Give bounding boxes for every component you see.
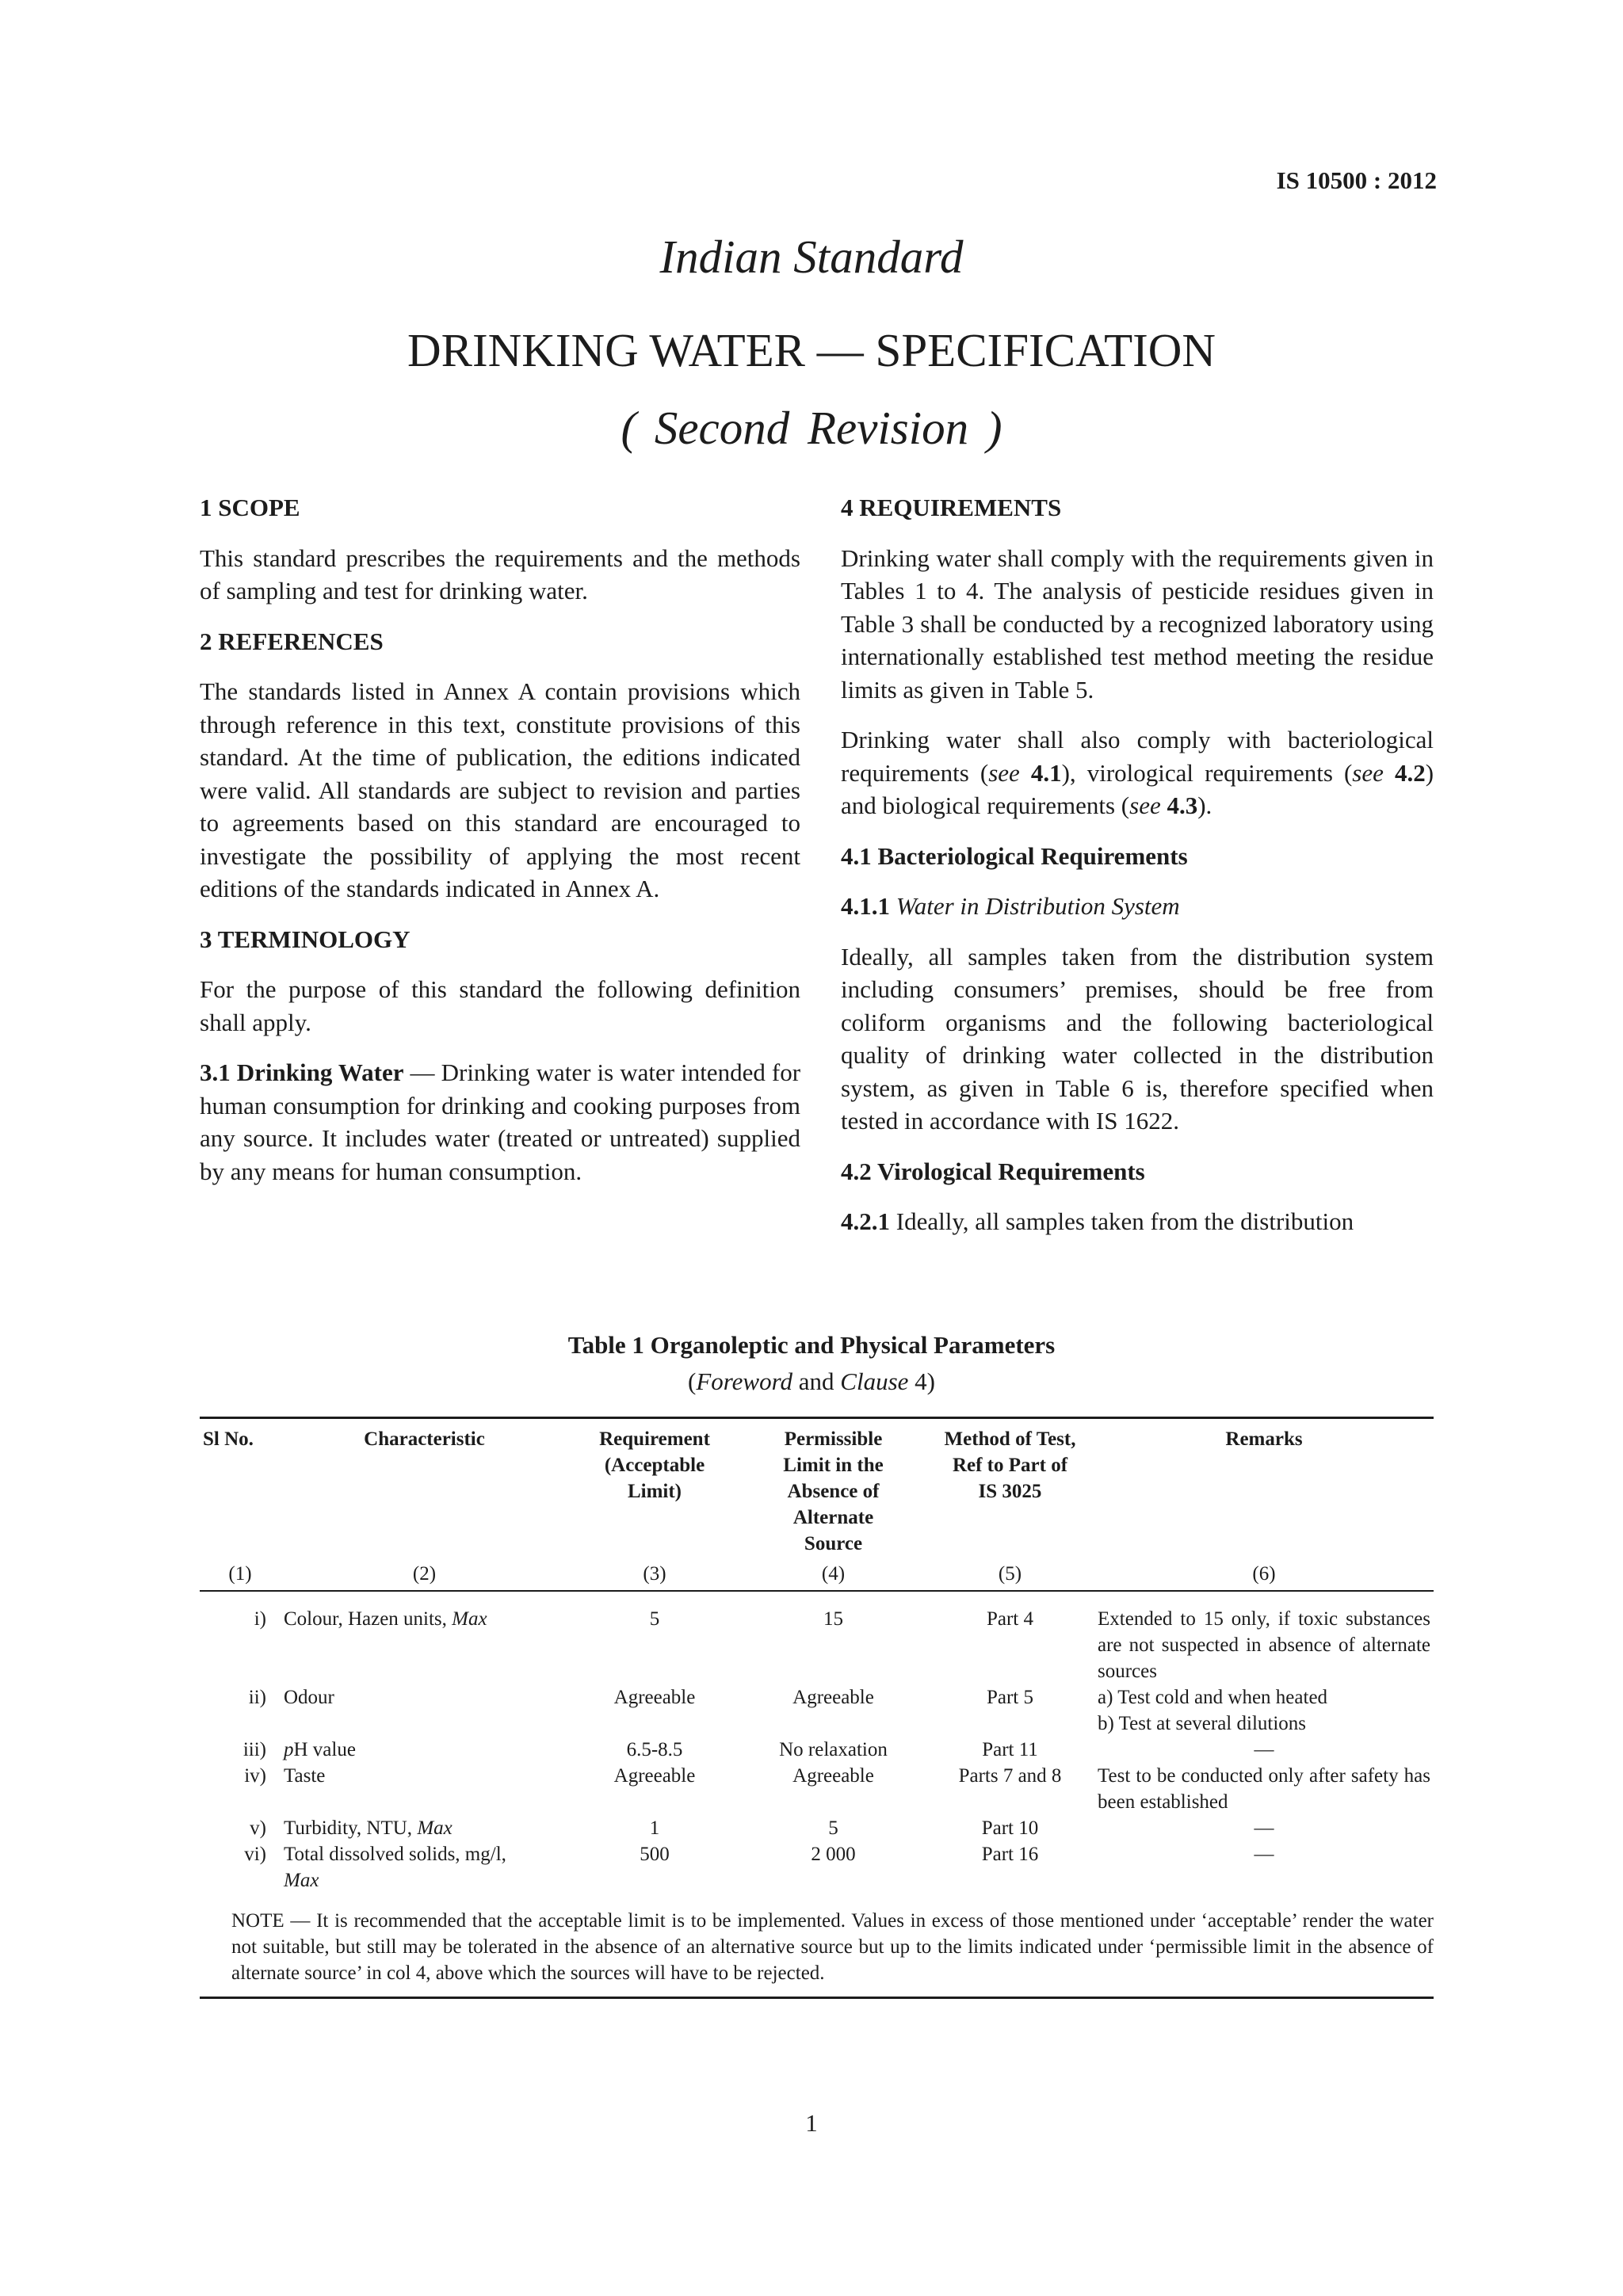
document-organisation: Indian Standard bbox=[659, 231, 964, 283]
table-row bbox=[200, 1684, 1434, 1737]
table-caption: Table 1 Organoleptic and Physical Parameters bbox=[567, 1331, 1056, 1359]
clause-ref: Clause bbox=[840, 1367, 909, 1395]
row-method: Parts 7 and 8 bbox=[958, 1765, 1062, 1787]
characteristic-text: Turbidity, NTU, bbox=[284, 1817, 418, 1839]
row-permissible: 15 bbox=[823, 1608, 843, 1630]
characteristic-text: H value bbox=[293, 1739, 356, 1760]
para2-part-c: ) and biological requirements ( bbox=[841, 758, 1434, 819]
table-row bbox=[200, 1815, 1434, 1841]
row-method: Part 5 bbox=[986, 1687, 1034, 1708]
row-remarks: Extended to 15 only, if toxic substances are not suspected in absence of alternate sources bbox=[1098, 1608, 1430, 1682]
subclause-text: Ideally, all samples taken from the distribution bbox=[896, 1207, 1354, 1235]
and-word: and bbox=[792, 1367, 841, 1395]
definition-text: Drinking water is water intended for human consumption for drinking and cooking purposes from any source. It includes water (treated or untreated) supplied by any means for human consumption. bbox=[200, 1058, 801, 1185]
row-remarks: — bbox=[1254, 1817, 1274, 1839]
header-method: Method of Test, Ref to Part of IS 3025 bbox=[944, 1428, 1076, 1502]
see-ref: see bbox=[1352, 758, 1384, 787]
requirements-heading: 4 REQUIREMENTS bbox=[841, 494, 1062, 521]
row-sl: vi) bbox=[244, 1844, 266, 1865]
row-characteristic bbox=[281, 1737, 568, 1763]
bacteriological-text: Ideally, all samples taken from the distribution system including consumers’ premises, should be free from coliform organisms and the following bacteriological quality of drinking water collected in the distribution system, as given in Table 6 is, therefore specified when tested in accordance with IS 1622. bbox=[841, 942, 1434, 1135]
row-sl: ii) bbox=[248, 1687, 266, 1708]
table-bottom-rule bbox=[200, 1997, 1434, 1999]
table-subcaption bbox=[0, 1367, 1623, 1396]
see-ref: see bbox=[1129, 791, 1161, 819]
characteristic-text: Total dissolved solids, mg/l, bbox=[284, 1844, 506, 1865]
row-permissible: No relaxation bbox=[779, 1739, 888, 1760]
row-permissible: Agreeable bbox=[792, 1765, 874, 1787]
definition-dash: — bbox=[403, 1058, 441, 1086]
subclause-number: 4.2.1 bbox=[841, 1207, 890, 1235]
row-remarks: — bbox=[1254, 1844, 1274, 1865]
foreword-ref: Foreword bbox=[696, 1367, 793, 1395]
table-row bbox=[200, 1737, 1434, 1763]
table-note: NOTE — It is recommended that the acceptable limit is to be implemented. Values in excess of those mentioned under ‘acceptable’ render the water not suitable, but still may be tolerated in the absence of an alternative source but up to the limits indicated under ‘permissible limit in the absence of alternate source’ in col 4, above which the sources will have to be rejected. bbox=[231, 1910, 1434, 1984]
definition-drinking-water bbox=[200, 1056, 800, 1188]
subclause-4-1-1 bbox=[841, 890, 1434, 923]
row-sl: iv) bbox=[244, 1765, 266, 1787]
subclause-4-2-1 bbox=[841, 1205, 1434, 1238]
document-revision: ( Second Revision ) bbox=[621, 402, 1002, 454]
row-permissible: 2 000 bbox=[811, 1844, 856, 1865]
table-row bbox=[200, 1763, 1434, 1815]
page-number: 1 bbox=[805, 2109, 818, 2137]
references-text: The standards listed in Annex A contain provisions which through reference in this text, constitute provisions of this standard. At the time of publication, the editions indicated were valid. All standards are subject to revision and parties to agreements based on this standard are encouraged to investigate the possibility of applying the most recent editions of the standards indicated in Annex A. bbox=[200, 677, 800, 902]
paren-open: ( bbox=[688, 1367, 697, 1395]
terminology-heading: 3 TERMINOLOGY bbox=[200, 925, 411, 953]
row-characteristic bbox=[281, 1815, 568, 1841]
row-characteristic: Odour bbox=[284, 1687, 334, 1708]
scope-text: This standard prescribes the requirements and the methods of sampling and test for drinking water. bbox=[200, 543, 800, 605]
header-requirement: Requirement (Acceptable Limit) bbox=[599, 1428, 710, 1502]
row-method: Part 4 bbox=[986, 1608, 1034, 1630]
ref-4-3: 4.3 bbox=[1167, 791, 1198, 819]
definition-term: 3.1 Drinking Water bbox=[200, 1058, 404, 1086]
right-column bbox=[841, 491, 1434, 1238]
row-characteristic bbox=[281, 1841, 568, 1894]
characteristic-max: Max bbox=[417, 1817, 453, 1839]
row-requirement: Agreeable bbox=[613, 1765, 696, 1787]
virological-heading: 4.2 Virological Requirements bbox=[841, 1157, 1145, 1185]
row-method: Part 11 bbox=[982, 1739, 1038, 1760]
row-permissible: Agreeable bbox=[792, 1687, 874, 1708]
col-number: (2) bbox=[412, 1563, 437, 1585]
see-ref: see bbox=[988, 758, 1020, 787]
document-title: DRINKING WATER — SPECIFICATION bbox=[407, 324, 1216, 376]
table-row bbox=[200, 1595, 1434, 1684]
row-requirement: 1 bbox=[649, 1817, 660, 1839]
row-sl: i) bbox=[254, 1608, 266, 1630]
subclause-title: Water in Distribution System bbox=[896, 892, 1180, 920]
row-requirement: 500 bbox=[640, 1844, 670, 1865]
clause-number: 4) bbox=[908, 1367, 935, 1395]
col-number: (6) bbox=[1252, 1563, 1276, 1585]
row-requirement: Agreeable bbox=[613, 1687, 696, 1708]
bacteriological-heading: 4.1 Bacteriological Requirements bbox=[841, 841, 1188, 870]
col-number: (4) bbox=[821, 1563, 846, 1585]
table-1 bbox=[200, 1420, 1434, 1894]
characteristic-text: Colour, Hazen units, bbox=[284, 1608, 453, 1630]
standard-number: IS 10500 : 2012 bbox=[1276, 166, 1437, 194]
col-number: (5) bbox=[998, 1563, 1022, 1585]
terminology-text: For the purpose of this standard the following definition shall apply. bbox=[200, 975, 800, 1036]
row-permissible: 5 bbox=[828, 1817, 838, 1839]
row-sl: v) bbox=[250, 1817, 266, 1839]
row-characteristic bbox=[281, 1595, 568, 1684]
ref-4-2: 4.2 bbox=[1394, 758, 1426, 787]
col-number: (1) bbox=[228, 1563, 252, 1585]
para2-part-d: ). bbox=[1197, 791, 1212, 819]
scope-heading: 1 SCOPE bbox=[200, 494, 300, 521]
table-row bbox=[200, 1841, 1434, 1894]
row-sl: iii) bbox=[242, 1739, 266, 1760]
para2-part-b: ), virological requirements ( bbox=[1061, 758, 1353, 787]
row-remarks: — bbox=[1254, 1739, 1274, 1760]
header-permissible: Permissible Limit in the Absence of Alternate Source bbox=[783, 1428, 884, 1554]
characteristic-p: p bbox=[284, 1739, 294, 1760]
requirements-text: Drinking water shall comply with the requirements given in Tables 1 to 4. The analysis of pesticide residues given in Table 3 shall be conducted by a recognized laboratory using internationally established test method meeting the residue limits as given in Table 5. bbox=[841, 543, 1434, 704]
header-remarks: Remarks bbox=[1225, 1428, 1303, 1450]
row-remarks: Test to be conducted only after safety has been established bbox=[1098, 1765, 1430, 1813]
row-characteristic: Taste bbox=[284, 1765, 326, 1787]
col-number: (3) bbox=[643, 1563, 666, 1585]
characteristic-max: Max bbox=[284, 1870, 319, 1891]
table-header-row bbox=[200, 1420, 1434, 1561]
row-method: Part 10 bbox=[981, 1817, 1039, 1839]
characteristic-max: Max bbox=[452, 1608, 487, 1630]
header-characteristic: Characteristic bbox=[364, 1428, 485, 1450]
table-top-rule bbox=[200, 1417, 1434, 1419]
subclause-number: 4.1.1 bbox=[841, 892, 890, 920]
left-column bbox=[200, 491, 800, 1205]
header-sl-no: Sl No. bbox=[203, 1428, 254, 1450]
row-requirement: 5 bbox=[649, 1608, 660, 1630]
row-method: Part 16 bbox=[981, 1844, 1039, 1865]
para2-part-a: Drinking water shall also comply with bacteriological requirements ( bbox=[841, 726, 1434, 787]
requirements-paragraph-2 bbox=[841, 723, 1434, 822]
ref-4-1: 4.1 bbox=[1030, 758, 1062, 787]
row-requirement: 6.5-8.5 bbox=[626, 1739, 683, 1760]
references-heading: 2 REFERENCES bbox=[200, 627, 384, 655]
column-number-row bbox=[200, 1561, 1434, 1595]
row-remarks: a) Test cold and when heated b) Test at several dilutions bbox=[1098, 1687, 1328, 1734]
